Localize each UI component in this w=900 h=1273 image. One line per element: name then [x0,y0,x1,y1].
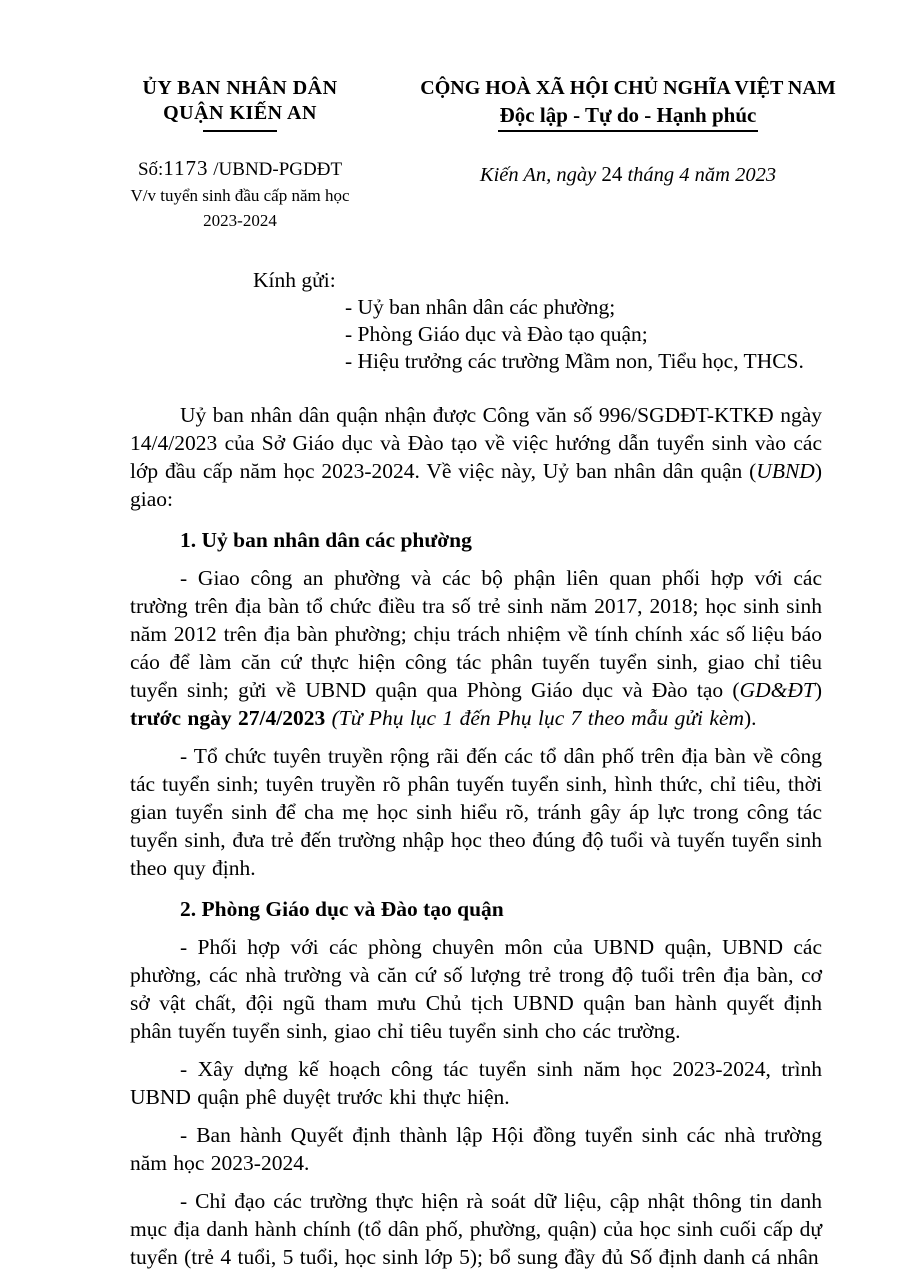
doc-subject-line1: V/v tuyển sinh đầu cấp năm học [130,186,350,205]
text-run: trước ngày 27/4/2023 [130,706,326,730]
doc-number-value: 1173 [163,156,209,180]
national-motto: Độc lập - Tự do - Hạnh phúc [498,103,759,132]
salutation-label: Kính gửi: [253,268,336,292]
doc-number-line [100,156,380,181]
text-run: 1. Uỷ ban nhân dân các phường [180,528,472,552]
doc-date-line [408,162,848,187]
document-subheader [0,156,900,231]
body-paragraph [130,933,822,1045]
org-name-line2: QUẬN KIẾN AN [163,102,317,124]
text-run: - Ban hành Quyết định thành lập Hội đồng tuyển sinh các nhà trường năm học 2023-2024. [130,1123,822,1175]
text-run: ). [744,706,757,730]
section-heading [130,895,822,923]
text-run: GD&ĐT [739,678,815,702]
document-header [0,0,900,132]
text-run: UBND [756,459,815,483]
text-run: (Từ Phụ lục 1 đến Phụ lục 7 theo mẫu gửi kèm [331,706,745,730]
text-run: - Chỉ đạo các trường thực hiện rà soát dữ liệu, cập nhật thông tin danh mục địa danh hành chính (tổ dân phố, phường, quận) của học sinh cuối cấp dự tuyển (trẻ 4 tuổi, 5 tuổi, học sinh lớp 5); bổ sung đầy đủ Số định danh cá nhân [130,1189,822,1269]
recipient-line: - Hiệu trưởng các trường Mầm non, Tiểu học, THCS. [345,349,804,373]
text-run: Uỷ ban nhân dân quận nhận được Công văn số 996/SGDĐT-KTKĐ ngày 14/4/2023 của Sở Giáo dục và Đào tạo về việc hướng dẫn tuyển sinh vào các lớp đầu cấp năm học 2023-2024. Về việc này, Uỷ ban nhân dân quận ( [130,403,822,483]
org-underline-rule [203,130,277,132]
doc-subject-line2: 2023-2024 [203,211,277,230]
recipient-line: - Phòng Giáo dục và Đào tạo quận; [345,322,648,346]
text-run: - Giao công an phường và các bộ phận liên quan phối hợp với các trường trên địa bàn tổ chức điều tra số trẻ sinh năm 2017, 2018; học sinh sinh năm 2012 trên địa bàn phường; chịu trách nhiệm về tính chính xác số liệu báo cáo để làm căn cứ thực hiện công tác phân tuyến tuyển sinh, giao chỉ tiêu tuyển sinh; gửi về UBND quận qua Phòng Giáo dục và Đào tạo ( [130,566,822,702]
doc-number-block [100,156,380,231]
org-name-line1: ỦY BAN NHÂN DÂN [142,77,338,99]
recipient-list [345,294,900,375]
text-run: 2. Phòng Giáo dục và Đào tạo quận [180,897,504,921]
text-run: - Xây dựng kế hoạch công tác tuyển sinh năm học 2023-2024, trình UBND quận phê duyệt trước khi thực hiện. [130,1057,822,1109]
doc-date-block [408,156,848,231]
date-day-value: 24 [601,162,623,186]
body-paragraph [130,564,822,732]
issuing-authority-block [100,76,380,132]
body-paragraph [130,1055,822,1111]
doc-number-suffix: /UBND-PGDĐT [208,159,343,180]
section-heading [130,526,822,554]
body-paragraph [130,401,822,513]
date-suffix: tháng 4 năm 2023 [622,164,777,186]
document-body [130,401,822,1271]
national-title: CỘNG HOÀ XÃ HỘI CHỦ NGHĨA VIỆT NAM [420,77,836,99]
text-run: ) giao: [130,459,822,511]
date-prefix: Kiến An, ngày [479,164,602,186]
recipient-line: - Uỷ ban nhân dân các phường; [345,295,616,319]
body-paragraph [130,1121,822,1177]
text-run: ) [814,678,822,702]
text-run: - Tổ chức tuyên truyền rộng rãi đến các tổ dân phố trên địa bàn về công tác tuyển sinh; tuyên truyền rõ phân tuyến tuyển sinh, hình thức, chỉ tiêu, thời gian tuyển sinh để cha mẹ học sinh hiểu rõ, tránh gây áp lực trong công tác tuyển sinh, đưa trẻ đến trường nhập học theo đúng độ tuổi và tuyến tuyển sinh theo quy định. [130,744,822,880]
national-header-block [408,76,848,132]
body-paragraph [130,742,822,882]
text-run: - Phối hợp với các phòng chuyên môn của UBND quận, UBND các phường, các nhà trường và căn cứ số lượng trẻ trong độ tuổi trên địa bàn, cơ sở vật chất, đội ngũ tham mưu Chủ tịch UBND quận ban hành quyết định phân tuyến tuyển sinh, giao chỉ tiêu tuyển sinh cho các trường. [130,935,822,1043]
doc-number-prefix: Số: [137,159,164,180]
body-paragraph [130,1187,822,1271]
